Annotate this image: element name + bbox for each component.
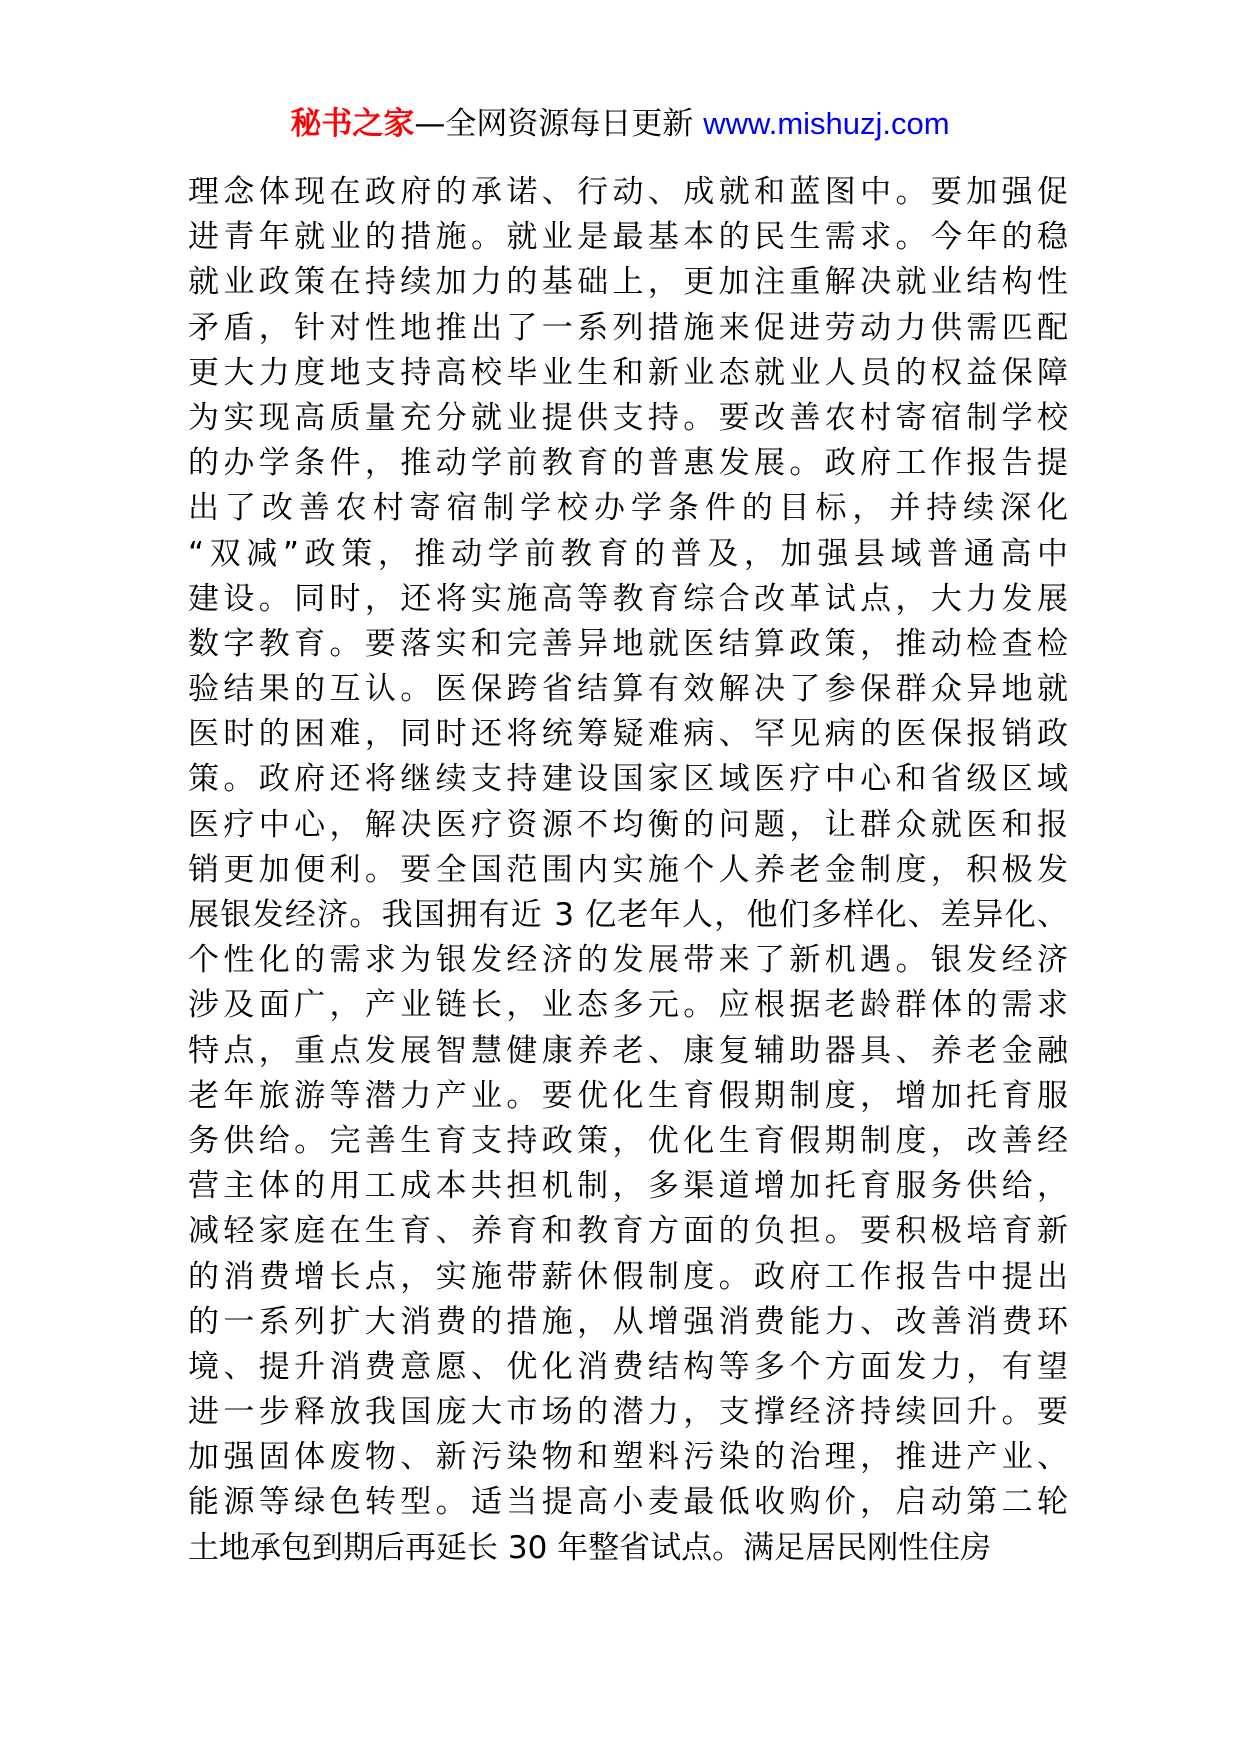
text-line: 理念体现在政府的承诺、行动、成就和蓝图中。要加强促 [188,174,1068,210]
document-body [188,170,1068,1571]
text-line: 土地承包到期后再延长 30 年整省试点。满足居民刚性住房 [188,1529,992,1566]
text-line: 个性化的需求为银发经济的发展带来了新机遇。银发经济 [188,942,1068,979]
text-line: “双减”政策，推动学前教育的普及，加强县域普通高中 [188,535,1068,572]
text-line: 务供给。完善生育支持政策，优化生育假期制度，改善经 [188,1122,1068,1159]
text-line: 涉及面广，产业链长，业态多元。应根据老龄群体的需求 [188,987,1068,1024]
text-line: 出了改善农村寄宿制学校办学条件的目标，并持续深化 [188,490,1068,527]
text-line: 医疗中心，解决医疗资源不均衡的问题，让群众就医和报 [188,806,1068,843]
text-line: 加强固体废物、新污染物和塑料污染的治理，推进产业、 [188,1439,1068,1476]
text-line: 验结果的互认。医保跨省结算有效解决了参保群众异地就 [188,671,1068,708]
text-line: 更大力度地支持高校毕业生和新业态就业人员的权益保障 [188,354,1068,391]
text-line: 能源等绿色转型。适当提高小麦最低收购价，启动第二轮 [188,1484,1068,1521]
text-line: 老年旅游等潜力产业。要优化生育假期制度，增加托育服 [188,1077,1068,1114]
text-line: 进青年就业的措施。就业是最基本的民生需求。今年的稳 [188,219,1068,256]
page-header [0,104,1240,144]
text-line: 建设。同时，还将实施高等教育综合改革试点，大力发展 [188,580,1068,617]
text-line: 的一系列扩大消费的措施，从增强消费能力、改善消费环 [188,1303,1068,1340]
text-line: 的办学条件，推动学前教育的普惠发展。政府工作报告提 [188,445,1068,482]
site-name: 秘书之家 [290,106,415,142]
text-line: 医时的困难，同时还将统筹疑难病、罕见病的医保报销政 [188,716,1068,753]
text-line: 特点，重点发展智慧健康养老、康复辅助器具、养老金融 [188,1032,1068,1069]
text-line: 的消费增长点，实施带薪休假制度。政府工作报告中提出 [188,1258,1068,1295]
text-line: 数字教育。要落实和完善异地就医结算政策，推动检查检 [188,625,1068,662]
text-line: 境、提升消费意愿、优化消费结构等多个方面发力，有望 [188,1348,1068,1385]
text-line: 矛盾，针对性地推出了一系列措施来促进劳动力供需匹配 [188,309,1068,346]
text-line: 策。政府还将继续支持建设国家区域医疗中心和省级区域 [188,761,1068,798]
text-line: 销更加便利。要全国范围内实施个人养老金制度，积极发 [188,851,1068,888]
text-line: 减轻家庭在生育、养育和教育方面的负担。要积极培育新 [188,1213,1068,1250]
site-url-link[interactable]: www.mishuzj.com [703,106,950,141]
text-line: 就业政策在持续加力的基础上，更加注重解决就业结构性 [188,264,1068,301]
text-line: 进一步释放我国庞大市场的潜力，支撑经济持续回升。要 [188,1394,1068,1431]
text-line: 为实现高质量充分就业提供支持。要改善农村寄宿制学校 [188,399,1068,436]
text-line: 营主体的用工成本共担机制，多渠道增加托育服务供给， [188,1168,1068,1205]
site-tagline: —全网资源每日更新 [414,106,704,142]
text-line: 展银发经济。我国拥有近 3 亿老年人，他们多样化、差异化、 [188,897,1068,933]
